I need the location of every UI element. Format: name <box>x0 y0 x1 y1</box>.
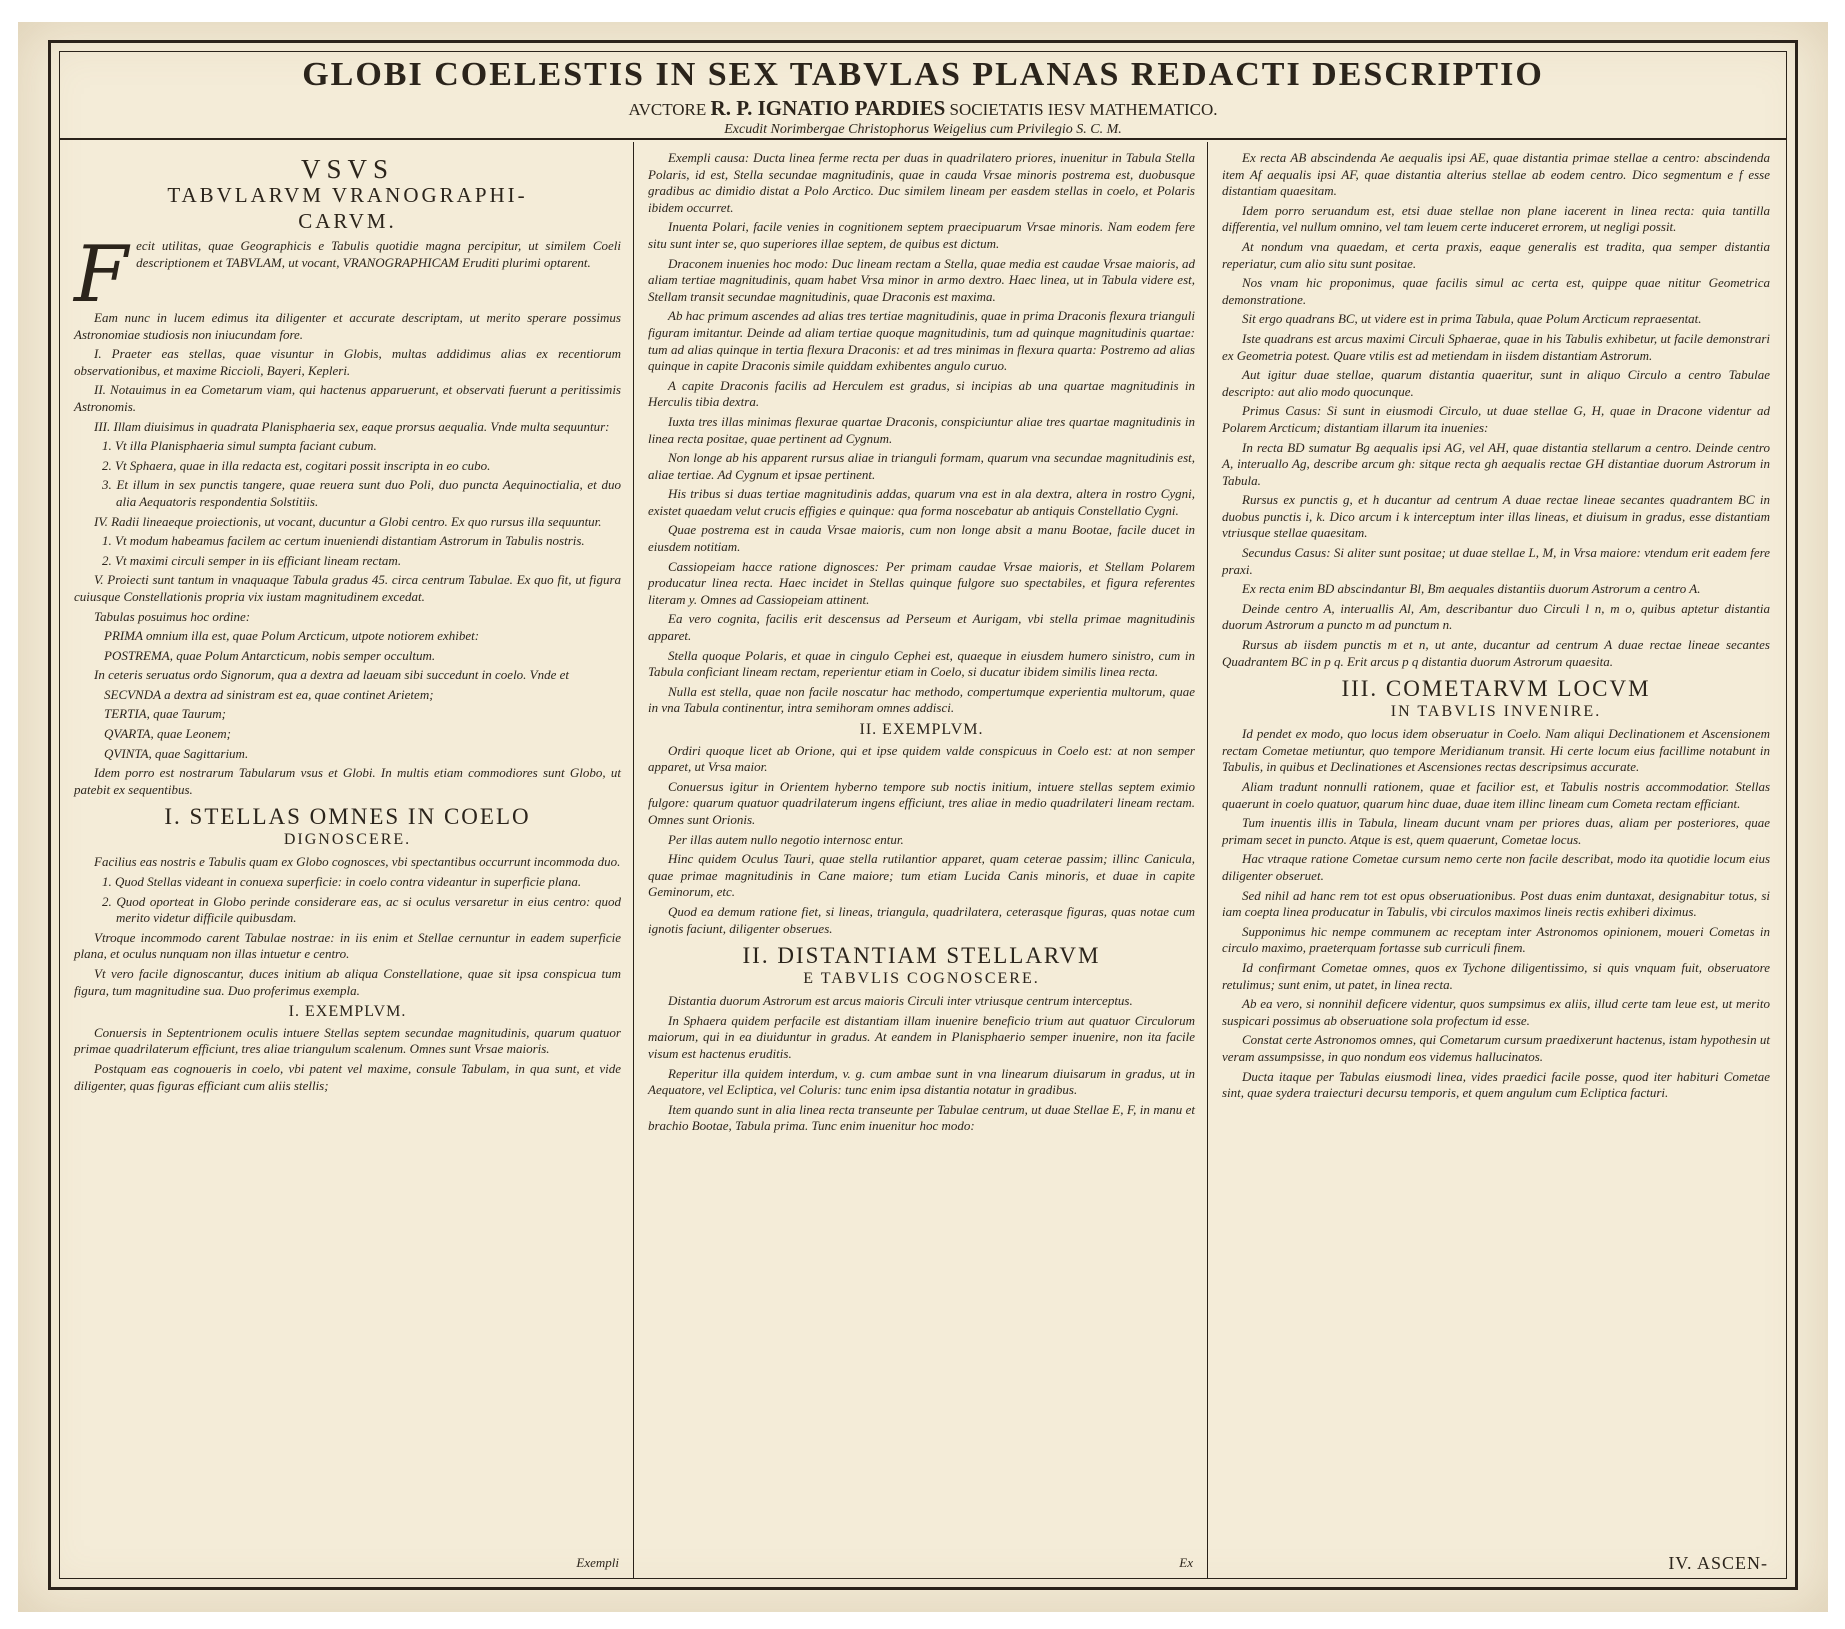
paragraph: Vt vero facile dignoscantur, duces initium ab aliqua Constellatione, quae sit ipsa conspicua tum figura, tum magnitudine sua. Duo proferimus exempla. <box>74 966 621 998</box>
author-name: R. P. IGNATIO PARDIES <box>710 96 946 120</box>
usus-heading-line2: TABVLARVM VRANOGRAPHI- <box>167 183 528 207</box>
list-item: 1. Vt illa Planisphaeria simul sumpta faciant cubum. <box>102 438 377 454</box>
paragraph: IV. Radii lineaeque proiectionis, ut vocant, ducuntur a Globi centro. Ex quo rursus illa sequuntur. <box>94 513 602 529</box>
paragraph: Idem porro est nostrarum Tabularum vsus et Globi. In multis etiam commodiores sunt Globo, ut patebit ex sequentibus. <box>74 765 621 797</box>
section-2-heading-line2: E TABVLIS COGNOSCERE. <box>803 970 1040 988</box>
paragraph: Ex recta AB abscindenda Ae aequalis ipsi AE, quae distantia primae stellae a centro: abscindenda item Af aequalis ipsi AF, quae distantia alterius stellae ab eodem centro. Dico segmentum e f esse distantiam quaesitam. <box>1222 150 1770 199</box>
example-1-heading: I. EXEMPLVM. <box>288 1003 407 1021</box>
column-2 <box>634 142 1208 1578</box>
paragraph: Cassiopeiam hacce ratione dignosces: Per primam caudae Vrsae maioris, et Stellam Polarem producatur linea recta. Haec incidet in Stellas quinque fulgore suo spectabiles, et figura referentes literam y. Omnes ad Cassiopeiam attinent. <box>648 558 1195 607</box>
title-block <box>60 52 1786 140</box>
paragraph: Aut igitur duae stellae, quarum distantia quaeritur, sunt in aliquo Circulo a centro Tabulae descripto: aut alio modo quocunque. <box>1222 367 1770 399</box>
paragraph: Distantia duorum Astrorum est arcus maioris Circuli inter vtriusque centrum interceptus. <box>668 993 1133 1009</box>
paragraph: Id pendet ex modo, quo locus idem obseruatur in Coelo. Nam aliqui Declinationem et Ascensionem rectam Cometae metiuntur, quo tempore Meridianum transit. Hi certe locum eius facillime notabunt in Tabulis, in quibus et Declinationes et Ascensiones rectas descripsimus accurate. <box>1222 726 1770 775</box>
section-1-heading <box>74 804 621 850</box>
paragraph: Iste quadrans est arcus maximi Circuli Sphaerae, quae in his Tabulis exhibetur, ut facile demonstrari ex Geometria potest. Quare vtilis est ad metiendam in iisdem distantiam Astrorum. <box>1222 330 1770 363</box>
paragraph: A capite Draconis facilis ad Herculem est gradus, si incipias ab una quartae magnitudinis in Herculis tibia dextra. <box>648 377 1195 410</box>
auctore-label: AVCTORE <box>628 100 707 119</box>
paragraph: Tabulas posuimus hoc ordine: <box>94 608 251 624</box>
catchword: Exempli <box>576 1555 619 1571</box>
intro-text: ecit utilitas, quae Geographicis e Tabulis quotidie magna percipitur, ut similem Coeli descriptionem et TABVLAM, ut vocant, VRANOGRAPHICAM Eruditi plurimi optarent. <box>136 238 621 270</box>
paragraph: Per illas autem nullo negotio internosc entur. <box>668 831 904 847</box>
section-3-heading-line1: III. COMETARVM LOCVM <box>1341 676 1651 702</box>
list-item: POSTREMA, quae Polum Antarcticum, nobis semper occultum. <box>104 647 436 663</box>
dropcap-letter: F <box>74 230 129 320</box>
text-columns <box>60 142 1786 1578</box>
section-1-heading-line1: I. STELLAS OMNES IN COELO <box>164 804 531 830</box>
section-3-heading-line2: IN TABVLIS INVENIRE. <box>1390 703 1602 721</box>
outer-border <box>48 40 1798 1590</box>
paragraph: Ex recta enim BD abscindantur Bl, Bm aequales distantiis duorum Astrorum a centro A. <box>1242 581 1701 597</box>
paragraph: Rursus ab iisdem punctis m et n, ut ante, ducantur ad centrum A duae rectae lineae secantes Quadrantem BC in p q. Erit arcus p q distantia duorum Astrorum quaesita. <box>1222 637 1770 669</box>
usus-heading-line3: CARVM. <box>298 209 397 233</box>
paragraph: III. Illam diuisimus in quadrata Planisphaeria sex, eaque prorsus aequalia. Vnde multa sequuntur: <box>94 418 610 434</box>
paragraph: II. Notauimus in ea Cometarum viam, qui hactenus apparuerunt, et observati fuerunt a peritissimis Astronomis. <box>74 382 621 414</box>
section-2-heading <box>648 943 1195 989</box>
paragraph: V. Proiecti sunt tantum in vnaquaque Tabula gradus 45. circa centrum Tabulae. Ex quo fit, ut figura cuiusque Constellationis propria vix iustam magnitudinem excedat. <box>74 572 621 604</box>
paragraph: Exempli causa: Ducta linea ferme recta per duas in quadrilatero priores, inuenitur in Tabula Stella Polaris, id est, Stella secundae magnitudinis, quae in cauda Vrsae minoris postrema est, duobusque gradibus ac dimidio distat a Polo Arctico. Duc similem lineam per easdem stellas in coelo, et Polaris ibidem occurret. <box>648 150 1195 215</box>
paragraph: Hac vtraque ratione Cometae cursum nemo certe non facile describat, modo ita quotidie locum eius diligenter obseruet. <box>1222 851 1770 883</box>
paragraph: Ab hac primum ascendes ad alias tres tertiae magnitudinis, quae in prima Draconis flexura trianguli figuram imitantur. Deinde ad aliam tertiae quoque magnitudinis, tum ad quinque magnitudinis quartae: tum ad alias quinque in tertia flexura Draconis: et ad tres minimas in flexura quarta: Postremo ad alias quinque in capite Draconis simile quiddam exhibentes angulo curuo. <box>648 308 1195 374</box>
catchword: Ex <box>1179 1555 1193 1571</box>
paragraph: Tum inuentis illis in Tabula, lineam ducunt vnam per priores duas, aliam per posteriores, quae primam secet in puncto. Atque is est, quem quaerunt, Cometae locus. <box>1222 815 1770 847</box>
section-2-heading-line1: II. DISTANTIAM STELLARVM <box>742 943 1101 969</box>
paragraph: Hinc quidem Oculus Tauri, quae stella rutilantior apparet, quam ceterae passim; illinc Canicula, quae primae magnitudinis in Cane maiore; tum etiam Lucida Canis minoris, et duae in capite Geminorum, etc. <box>648 851 1195 900</box>
paragraph: Constat certe Astronomos omnes, qui Cometarum cursum praedixerunt hactenus, istam hypothesin ut veram assumpsisse, in quo nondum eos videmus hallucinatos. <box>1222 1032 1770 1064</box>
list-item: TERTIA, quae Taurum; <box>104 706 226 722</box>
paragraph: Vtroque incommodo carent Tabulae nostrae: in iis enim et Stellae cernuntur in eadem superficie plana, et oculus nunquam non illas intuetur e centro. <box>74 929 621 962</box>
usus-heading-line1: VSVS <box>300 154 395 184</box>
example-2-heading: II. EXEMPLVM. <box>859 721 984 738</box>
main-title: GLOBI COELESTIS IN SEX TABVLAS PLANAS REDACTI DESCRIPTIO <box>302 56 1544 93</box>
paragraph: Ducta itaque per Tabulas eiusmodi linea, vides praedici facile posse, quod iter habituri Cometae sint, quae sydera traiecturi decursu temporis, et quem angulum cum Ecliptica facturi. <box>1222 1068 1770 1101</box>
paragraph: Secundus Casus: Si aliter sunt positae; ut duae stellae L, M, in Vrsa maiore: vtendum erit eadem fere praxi. <box>1222 545 1770 577</box>
paragraph: Ordiri quoque licet ab Orione, qui et ipse quidem valde conspicuus in Coelo est: at non semper apparet, ut Vrsa maior. <box>648 742 1195 775</box>
paragraph: Aliam tradunt nonnulli rationem, quae et facilior est, et Tabulis nostris accommodatior. Stellas quaerunt in coelo quatuor, quarum hinc duae, duae item illinc lineam cum Cometa rectam efficiant. <box>1222 779 1770 811</box>
paragraph: Draconem inuenies hoc modo: Duc lineam rectam a Stella, quae media est caudae Vrsae maioris, ad aliam tertiae magnitudinis, quam habet Vrsa minor in armo dextro. Haec linea, ut in Tabula videre est, Stellam transit secundae magnitudinis, quae Draconis est maxima. <box>648 255 1195 304</box>
list-item: 3. Et illum in sex punctis tangere, quae reuera sunt duo Poli, duo puncta Aequinoctialia, et duo alia Aequatoris respondentia Solstitiis. <box>102 477 621 509</box>
column-3 <box>1208 142 1782 1578</box>
list-item: PRIMA omnium illa est, quae Polum Arcticum, utpote notiorem exhibet: <box>104 628 480 644</box>
paragraph: Conuersis in Septentrionem oculis intuere Stellas septem secundae magnitudinis, quarum quatuor primae quadrilaterum efficiunt, tres aliae triangulum scalenum. Omnes sunt Vrsae maioris. <box>74 1024 621 1057</box>
paragraph: Sit ergo quadrans BC, ut videre est in prima Tabula, quae Polum Arcticum repraesentat. <box>1242 311 1702 327</box>
paragraph: Ab ea vero, si nonnihil deficere videntur, quos sumpsimus ex aliis, illud certe tam leue est, ut merito suspicari possimus ab obseruatione sola profectum id esse. <box>1222 996 1770 1028</box>
paragraph: Deinde centro A, interuallis Al, Am, describantur duo Circuli l n, m o, quibus aptetur distantia duorum Astrorum a puncto m ad punctum n. <box>1222 600 1770 633</box>
paragraph: Non longe ab his apparent rursus aliae in trianguli formam, quarum vna secundae magnitudinis est, aliae tertiae. Ad Cygnum et ipsae pertinent. <box>648 450 1195 482</box>
paragraph: Id confirmant Cometae omnes, quos ex Tychone diligentissimo, si quis vnquam fuit, obseruatore retulimus; sunt enim, ut patet, in linea recta. <box>1222 959 1770 992</box>
column-1 <box>60 142 634 1578</box>
paragraph: Nulla est stella, quae non facile noscatur hac methodo, compertumque experientia multorum, quae in vna Tabula continentur, intra semihoram omnes addisci. <box>648 683 1195 716</box>
list-item: 2. Quod oporteat in Globo perinde considerare eas, ac si oculus versaretur in eius centro: quod merito videtur difficile quibusdam. <box>102 893 621 926</box>
intro-paragraph <box>74 230 621 320</box>
paragraph: His tribus si duas tertiae magnitudinis addas, quarum vna est in ala dextra, altera in rostro Cygni, existet quaedam velut crucis effigies e quinque: qua forma noscebatur ab antiquis Constellatio Cygni. <box>648 486 1195 518</box>
list-item: 2. Vt maximi circuli semper in iis efficiant lineam rectam. <box>102 552 402 568</box>
paragraph: In recta BD sumatur Bg aequalis ipsi AG, vel AH, quae distantia stellarum a centro. Deinde centro A, interuallo Ag, describe arcum gh: sitque recta gh aequalis rectae GH distantiae duorum Astrorum in Tabula. <box>1222 439 1770 488</box>
paragraph: Postquam eas cognoueris in coelo, vbi patent vel maxime, consule Tabulam, in qua sunt, et vide diligenter, quas figuras efficiant cum aliis stellis; <box>74 1060 621 1093</box>
list-item: 1. Quod Stellas videant in conuexa superficie: in coelo contra videantur in superficie plana. <box>102 874 582 890</box>
paragraph: Quod ea demum ratione fiet, si lineas, triangula, quadrilatera, ceterasque figuras, quas notae cum ignotis faciunt, diligenter obserues. <box>648 903 1195 936</box>
society-label: SOCIETATIS IESV MATHEMATICO. <box>949 100 1218 119</box>
paragraph: Item quando sunt in alia linea recta transeunte per Tabulae centrum, ut duae Stellae E, F, in manu et brachio Bootae, Tabula prima. Tunc enim inuenitur hoc modo: <box>648 1101 1195 1134</box>
paragraph: Sed nihil ad hanc rem tot est opus obseruationibus. Post duas enim duntaxat, designabitur totus, si iam coepta linea producatur in Tabulis, vbi circulos maximos lineis rectis exhiberi diximus. <box>1222 887 1770 920</box>
paragraph: Ea vero cognita, facilis erit descensus ad Perseum et Aurigam, vbi stella primae magnitudinis apparet. <box>648 611 1195 644</box>
paragraph: Iuxta tres illas minimas flexurae quartae Draconis, conspiciuntur aliae tres quartae magnitudinis in linea recta positae, quae pertinent ad Cygnum. <box>648 413 1195 446</box>
paragraph: In Sphaera quidem perfacile est distantiam illam inuenire beneficio trium aut quatuor Circulorum maiorum, qui in ea diuiduntur in gradus. At eandem in Planisphaerio semper inuenire, non ita facile visum est hactenus eruditis. <box>648 1012 1195 1061</box>
paragraph: Primus Casus: Si sunt in eiusmodi Circulo, ut duae stellae G, H, quae in Dracone videntur ad Polarem Arcticum; distantiam illarum ita inuenies: <box>1222 403 1770 435</box>
paragraph: Reperitur illa quidem interdum, v. g. cum ambae sunt in vna linearum diuisarum in gradus, ut in Aequatore, vel Ecliptica, vel Coluris: tunc enim ipsa distantia notatur in gradibus. <box>648 1065 1195 1098</box>
imprint-line: Excudit Norimbergae Christophorus Weigelius cum Privilegio S. C. M. <box>724 122 1122 137</box>
paragraph: Conuersus igitur in Orientem hyberno tempore sub noctis initium, intuere stellas septem eximio fulgore: quarum quatuor quadrilaterum ingens efficiunt, tres aliae in medio quadrilateri lineam rectam. Omnes sunt Orionis. <box>648 778 1195 827</box>
list-item: QVARTA, quae Leonem; <box>104 726 231 742</box>
list-item: SECVNDA a dextra ad sinistram est ea, quae continet Arietem; <box>104 686 434 702</box>
paragraph: In ceteris seruatus ordo Signorum, qua a dextra ad laeuam sibi succedunt in coelo. Vnde et <box>94 667 570 683</box>
author-line <box>60 96 1786 121</box>
section-3-heading <box>1222 676 1770 722</box>
paragraph: Stella quoque Polaris, et quae in cingulo Cephei est, quaeque in eiusdem humero sinistro, cum in Tabula conficiant lineam rectam, reperientur etiam in Coelo, si ducatur ibidem similis linea recta. <box>648 647 1195 680</box>
paragraph: I. Praeter eas stellas, quae visuntur in Globis, multas addidimus alias ex recentiorum observationibus, et maxime Riccioli, Bayeri, Kepleri. <box>74 346 621 378</box>
paragraph: Inuenta Polari, facile venies in cognitionem septem praecipuarum Vrsae minoris. Nam eodem fere situ sunt inter se, quo superiores illae septem, de quibus est dictum. <box>648 219 1195 251</box>
list-item: 1. Vt modum habeamus facilem ac certum inueniendi distantiam Astrorum in Tabulis nostris. <box>102 533 585 549</box>
catchword: IV. ASCEN- <box>1668 1553 1768 1574</box>
section-1-heading-line2: DIGNOSCERE. <box>283 831 412 849</box>
paragraph: At nondum vna quaedam, et certa praxis, eaque generalis est tradita, qua semper distantia reperiatur, cum alio situ sunt positae. <box>1222 238 1770 271</box>
paragraph: Eam nunc in lucem edimus ita diligenter et accurate descriptam, ut merito sperare possimus Astronomiae studiosis non iniucundam fore. <box>74 310 621 342</box>
inner-border <box>59 51 1787 1579</box>
paragraph: Facilius eas nostris e Tabulis quam ex Globo cognosces, vbi spectantibus occurrunt incommoda duo. <box>94 854 621 870</box>
list-item: 2. Vt Sphaera, quae in illa redacta est, cogitari possit inscripta in eo cubo. <box>102 457 491 473</box>
paragraph: Idem porro seruandum est, etsi duae stellae non plane iacerent in linea recta: quia tantilla differentia, vel nullum omnino, vel tam leuem certe induceret errorem, ut negligi possit. <box>1222 202 1770 235</box>
paragraph: Rursus ex punctis g, et h ducantur ad centrum A duae rectae lineae secantes quadrantem BC in duobus punctis i, k. Dico arcum i k interceptum inter illas lineas, et diuisum in gradus, esse distantiam vtriusque stellae quaesitam. <box>1222 492 1770 541</box>
paragraph: Quae postrema est in cauda Vrsae maioris, cum non longe absit a manu Bootae, facile ducet in eiusdem notitiam. <box>648 522 1195 555</box>
paragraph: Nos vnam hic proponimus, quae facilis simul ac certa est, quippe quae nititur Geometrica demonstratione. <box>1222 275 1770 307</box>
paragraph: Supponimus hic nempe communem ac receptam inter Astronomos opinionem, moueri Cometas in circulo maximo, praeterquam fortasse sub curriculi finem. <box>1222 923 1770 956</box>
document-sheet <box>18 22 1828 1612</box>
usus-heading <box>74 156 621 234</box>
list-item: QVINTA, quae Sagittarium. <box>104 745 249 761</box>
